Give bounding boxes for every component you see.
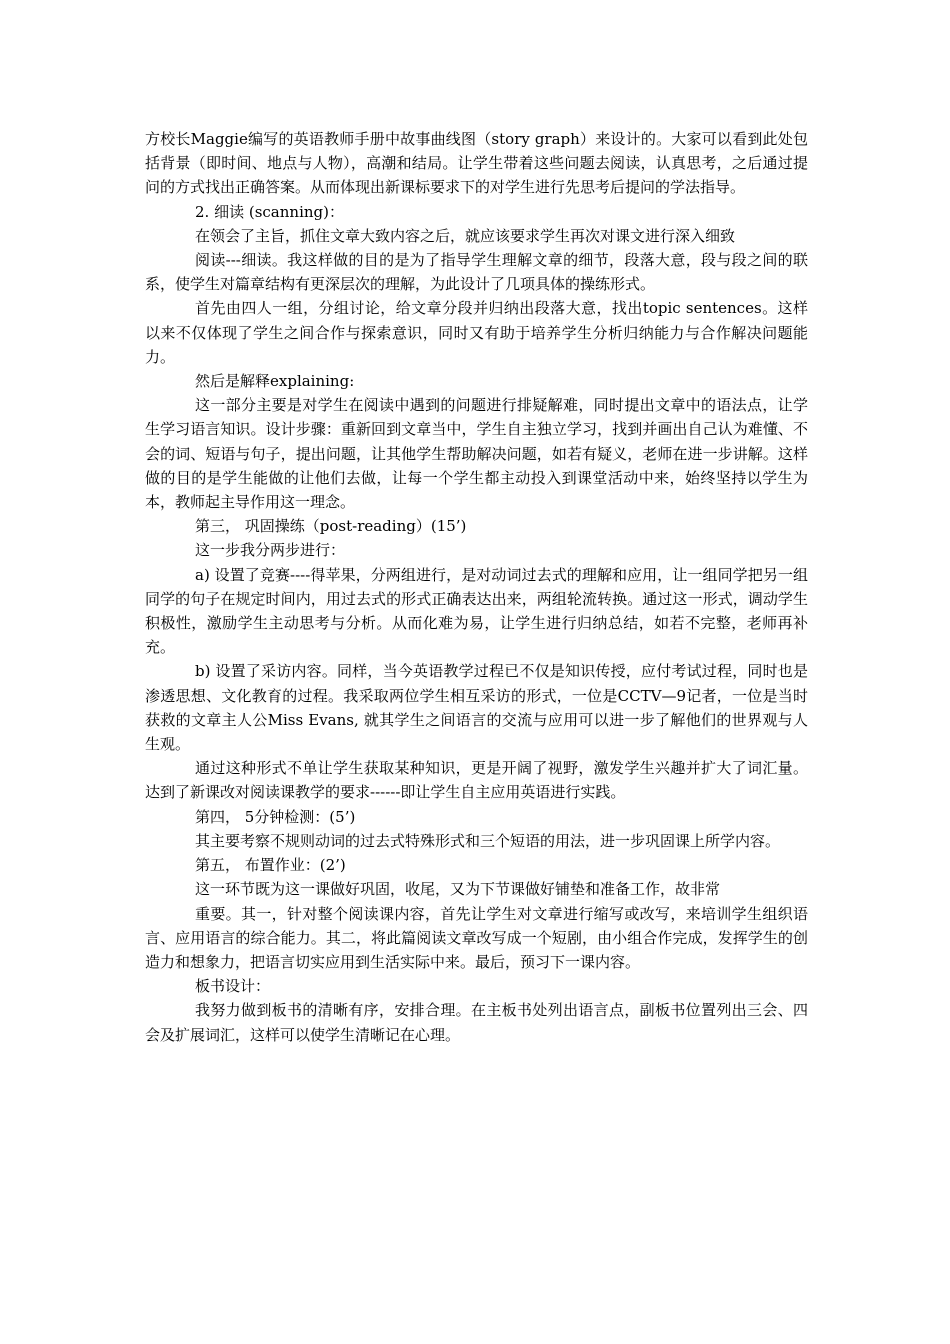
paragraph-homework-intro: 这一环节既为这一课做好巩固，收尾，又为下节课做好铺垫和准备工作，故非常 xyxy=(195,880,721,899)
paragraph-two-steps: 这一步我分两步进行： xyxy=(195,541,346,560)
paragraph-group-discussion: 首先由四人一组，分组讨论，给文章分段并归纳出段落大意，找出topic sentences。这样以来不仅体现了学生之间合作与探索意识，同时又有助于培养学生分析归纳能力与合作解决问题能力。 xyxy=(145,299,808,366)
paragraph-explaining: 这一部分主要是对学生在阅读中遇到的问题进行排疑解难，同时提出文章中的语法点，让学生学习语言知识。设计步骤：重新回到文章当中，学生自主独立学习，找到并画出自己认为难懂、不会的词、短语与句子，提出问题，让其他学生帮助解决问题，如若有疑义，老师在进一步讲解。这样做的目的是学生能做的让他们去做，让每一个学生都主动投入到课堂活动中来，始终坚持以学生为本，教师起主导作用这一理念。 xyxy=(145,396,808,512)
heading-explaining: 然后是解释explaining: xyxy=(195,372,355,391)
paragraph-practice: 通过这种形式不单让学生获取某种知识，更是开阔了视野，激发学生兴趣并扩大了词汇量。达到了新课改对阅读课教学的要求------即让学生自主应用英语进行实践。 xyxy=(145,759,808,802)
paragraph-scanning-detail: 阅读---细读。我这样做的目的是为了指导学生理解文章的细节，段落大意，段与段之间的联系，使学生对篇章结构有更深层次的理解，为此设计了几项具体的操练形式。 xyxy=(145,251,808,294)
paragraph-quiz: 其主要考察不规则动词的过去式特殊形式和三个短语的用法，进一步巩固课上所学内容。 xyxy=(195,831,781,850)
paragraph-story-graph: 方校长Maggie编写的英语教师手册中故事曲线图（story graph）来设计的。大家可以看到此处包括背景（即时间、地点与人物），高潮和结局。让学生带着这些问题去阅读，认真思考，之后通过提问的方式找出正确答案。从而体现出新课标要求下的对学生进行先思考后提问的学法指导。 xyxy=(145,130,808,197)
heading-blackboard: 板书设计： xyxy=(195,977,271,996)
paragraph-homework-detail: 重要。其一，针对整个阅读课内容，首先让学生对文章进行缩写或改写，来培训学生组织语言、应用语言的综合能力。其二，将此篇阅读文章改写成一个短剧，由小组合作完成，发挥学生的创造力和想象力，把语言切实应用到生活实际中来。最后，预习下一课内容。 xyxy=(145,904,808,971)
heading-post-reading: 第三， 巩固操练（post-reading）(15’) xyxy=(195,517,467,536)
paragraph-interview: b) 设置了采访内容。同样，当今英语教学过程已不仅是知识传授，应付考试过程，同时也是渗透思想、文化教育的过程。我采取两位学生相互采访的形式，一位是CCTV—9记者，一位是当时获救的文章主人公Miss Evans, 就其学生之间语言的交流与应用可以进一步了解他们的世界观与人生观。 xyxy=(145,662,808,754)
heading-scanning: 2. 细读 (scanning)： xyxy=(195,202,344,221)
paragraph-competition: a) 设置了竞赛----得苹果，分两组进行，是对动词过去式的理解和应用，让一组同学把另一组同学的句子在规定时间内，用过去式的形式正确表达出来，两组轮流转换。通过这一形式，调动学生积极性，激励学生主动思考与分析。从而化难为易，让学生进行归纳总结，如若不完整，老师再补充。 xyxy=(145,565,808,657)
document-page xyxy=(145,127,808,1047)
paragraph-blackboard: 我努力做到板书的清晰有序，安排合理。在主板书处列出语言点，副板书位置列出三会、四会及扩展词汇，这样可以使学生清晰记在心理。 xyxy=(145,1001,808,1044)
paragraph-scanning-intro: 在领会了主旨，抓住文章大致内容之后，就应该要求学生再次对课文进行深入细致 xyxy=(195,226,736,245)
heading-quiz: 第四， 5分钟检测：(5’) xyxy=(195,807,356,826)
heading-homework: 第五， 布置作业：(2’) xyxy=(195,856,346,875)
